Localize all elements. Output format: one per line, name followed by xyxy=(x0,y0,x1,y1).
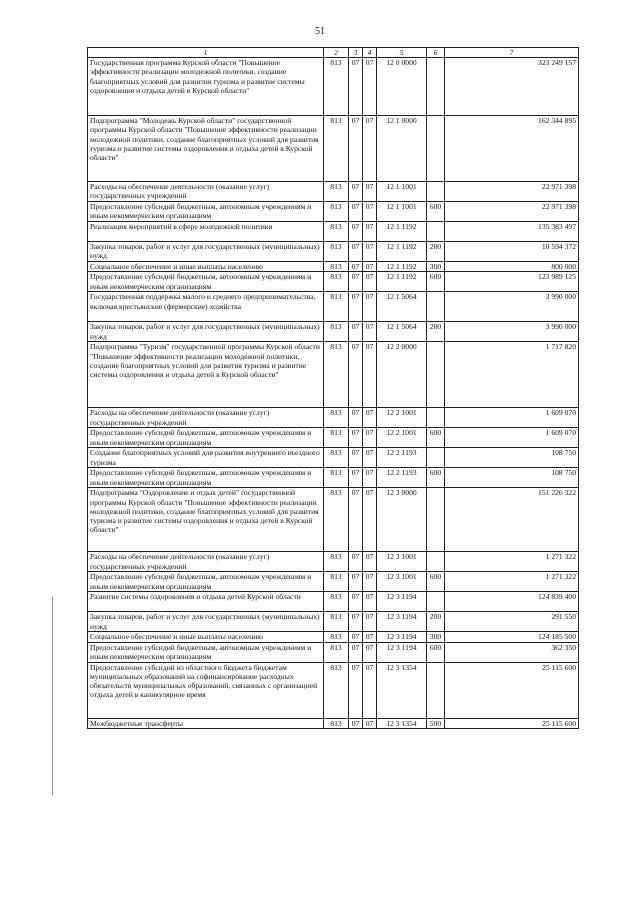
table-row xyxy=(88,612,579,632)
section-code-cell: 07 xyxy=(349,272,363,292)
page-number: 51 xyxy=(315,26,325,37)
ved-code-cell: 813 xyxy=(324,592,349,612)
target-article-cell: 12 2 1001 xyxy=(377,408,427,428)
expense-type-cell xyxy=(427,448,445,468)
expense-type-cell xyxy=(427,552,445,572)
table-row xyxy=(88,322,579,342)
table-row xyxy=(88,552,579,572)
target-article-cell: 12 3 1194 xyxy=(377,592,427,612)
expense-type-cell: 200 xyxy=(427,322,445,342)
target-article-cell: 12 1 5064 xyxy=(377,292,427,322)
expense-type-cell xyxy=(427,662,445,718)
expense-type-cell xyxy=(427,592,445,612)
expense-type-cell: 600 xyxy=(427,272,445,292)
target-article-cell: 12 2 0000 xyxy=(377,342,427,408)
target-article-cell: 12 1 1001 xyxy=(377,182,427,202)
amount-cell: 3 990 000 xyxy=(445,292,579,322)
subsection-code-cell: 07 xyxy=(363,202,377,222)
target-article-cell: 12 2 1193 xyxy=(377,448,427,468)
row-name-cell: Предоставление субсидий бюджетным, автономным учреждениям и иным некоммерческим организациям xyxy=(88,468,324,488)
table-row xyxy=(88,292,579,322)
target-article-cell: 12 1 5064 xyxy=(377,322,427,342)
amount-cell: 123 989 125 xyxy=(445,272,579,292)
column-number: 6 xyxy=(427,48,445,58)
expense-type-cell: 600 xyxy=(427,468,445,488)
expense-type-cell: 200 xyxy=(427,242,445,262)
subsection-code-cell: 07 xyxy=(363,632,377,642)
section-code-cell: 07 xyxy=(349,662,363,718)
column-number: 4 xyxy=(363,48,377,58)
expense-type-cell xyxy=(427,408,445,428)
target-article-cell: 12 3 1194 xyxy=(377,612,427,632)
ved-code-cell: 813 xyxy=(324,448,349,468)
table-row xyxy=(88,448,579,468)
table-row xyxy=(88,342,579,408)
row-name-cell: Подпрограмма "Оздоровление и отдых детей" государственной программы Курской области "Повышение эффективности реализации молодежной политики, создание благоприятных условий для развития туризма и развитие системы оздоровления и отдыха детей в Курской области" xyxy=(88,488,324,552)
row-name-cell: Государственная программа Курской области "Повышение эффективности реализации молодежной политики, создание благоприятных условий для развития туризма и развитие системы оздоровления и отдыха детей в Курской области" xyxy=(88,58,324,116)
row-name-cell: Государственная поддержка малого и среднего предпринимательства, включая крестьянские (фермерские) хозяйства xyxy=(88,292,324,322)
expense-type-cell xyxy=(427,58,445,116)
column-number: 2 xyxy=(324,48,349,58)
amount-cell: 124 185 500 xyxy=(445,632,579,642)
subsection-code-cell: 07 xyxy=(363,642,377,662)
row-name-cell: Развитие системы оздоровления и отдыха детей Курской области xyxy=(88,592,324,612)
target-article-cell: 12 1 1192 xyxy=(377,242,427,262)
target-article-cell: 12 0 0000 xyxy=(377,58,427,116)
section-code-cell: 07 xyxy=(349,488,363,552)
amount-cell: 108 750 xyxy=(445,468,579,488)
target-article-cell: 12 3 1001 xyxy=(377,572,427,592)
row-name-cell: Предоставление субсидий бюджетным, автономным учреждениям и иным некоммерческим организациям xyxy=(88,202,324,222)
column-number: 7 xyxy=(445,48,579,58)
subsection-code-cell: 07 xyxy=(363,468,377,488)
subsection-code-cell: 07 xyxy=(363,592,377,612)
expense-type-cell: 600 xyxy=(427,428,445,448)
section-code-cell: 07 xyxy=(349,242,363,262)
target-article-cell: 12 2 1193 xyxy=(377,468,427,488)
section-code-cell: 07 xyxy=(349,592,363,612)
row-name-cell: Подпрограмма "Молодежь Курской области" государственной программы Курской области "Повышение эффективности реализации молодежной политики, создание благоприятных условий для развития туризма и развитие системы оздоровления и отдыха детей в Курской области" xyxy=(88,116,324,182)
table-row xyxy=(88,642,579,662)
ved-code-cell: 813 xyxy=(324,642,349,662)
amount-cell: 800 000 xyxy=(445,262,579,272)
table-row xyxy=(88,242,579,262)
amount-cell: 1 609 070 xyxy=(445,428,579,448)
ved-code-cell: 813 xyxy=(324,552,349,572)
row-name-cell: Предоставление субсидий бюджетным, автономным учреждениям и иным некоммерческим организациям xyxy=(88,272,324,292)
table-row xyxy=(88,592,579,612)
ved-code-cell: 813 xyxy=(324,488,349,552)
ved-code-cell: 813 xyxy=(324,428,349,448)
row-name-cell: Закупка товаров, работ и услуг для государственных (муниципальных) нужд xyxy=(88,242,324,262)
section-code-cell: 07 xyxy=(349,292,363,322)
budget-table xyxy=(87,47,579,729)
amount-cell: 291 550 xyxy=(445,612,579,632)
ved-code-cell: 813 xyxy=(324,272,349,292)
ved-code-cell: 813 xyxy=(324,116,349,182)
row-name-cell: Расходы на обеспечение деятельности (оказание услуг) государственных учреждений xyxy=(88,182,324,202)
target-article-cell: 12 3 1354 xyxy=(377,718,427,728)
table-row xyxy=(88,408,579,428)
section-code-cell: 07 xyxy=(349,428,363,448)
section-code-cell: 07 xyxy=(349,262,363,272)
row-name-cell: Закупка товаров, работ и услуг для государственных (муниципальных) нужд xyxy=(88,612,324,632)
subsection-code-cell: 07 xyxy=(363,408,377,428)
subsection-code-cell: 07 xyxy=(363,58,377,116)
column-number: 3 xyxy=(349,48,363,58)
amount-cell: 25 115 600 xyxy=(445,662,579,718)
target-article-cell: 12 1 1192 xyxy=(377,262,427,272)
section-code-cell: 07 xyxy=(349,322,363,342)
row-name-cell: Расходы на обеспечение деятельности (оказание услуг) государственных учреждений xyxy=(88,408,324,428)
amount-cell: 1 717 820 xyxy=(445,342,579,408)
subsection-code-cell: 07 xyxy=(363,612,377,632)
ved-code-cell: 813 xyxy=(324,468,349,488)
subsection-code-cell: 07 xyxy=(363,428,377,448)
table-row xyxy=(88,202,579,222)
expense-type-cell: 600 xyxy=(427,642,445,662)
ved-code-cell: 813 xyxy=(324,572,349,592)
ved-code-cell: 813 xyxy=(324,662,349,718)
subsection-code-cell: 07 xyxy=(363,322,377,342)
table-row xyxy=(88,488,579,552)
expense-type-cell xyxy=(427,222,445,242)
subsection-code-cell: 07 xyxy=(363,116,377,182)
amount-cell: 22 971 398 xyxy=(445,182,579,202)
row-name-cell: Расходы на обеспечение деятельности (оказание услуг) государственных учреждений xyxy=(88,552,324,572)
target-article-cell: 12 3 1354 xyxy=(377,662,427,718)
subsection-code-cell: 07 xyxy=(363,182,377,202)
row-name-cell: Межбюджетные трансферты xyxy=(88,718,324,728)
section-code-cell: 07 xyxy=(349,58,363,116)
amount-cell: 323 249 157 xyxy=(445,58,579,116)
subsection-code-cell: 07 xyxy=(363,272,377,292)
row-name-cell: Подпрограмма "Туризм" государственной программы Курской области "Повышение эффективности реализации молодежной политики, создание благоприятных условий для развития туризма и развитие системы оздоровления и отдыха детей в Курской области" xyxy=(88,342,324,408)
ved-code-cell: 813 xyxy=(324,242,349,262)
section-code-cell: 07 xyxy=(349,572,363,592)
amount-cell: 124 839 400 xyxy=(445,592,579,612)
amount-cell: 3 990 000 xyxy=(445,322,579,342)
target-article-cell: 12 1 0000 xyxy=(377,116,427,182)
ved-code-cell: 813 xyxy=(324,292,349,322)
column-number: 1 xyxy=(88,48,324,58)
expense-type-cell xyxy=(427,182,445,202)
margin-line xyxy=(52,596,53,796)
ved-code-cell: 813 xyxy=(324,182,349,202)
expense-type-cell xyxy=(427,342,445,408)
section-code-cell: 07 xyxy=(349,408,363,428)
ved-code-cell: 813 xyxy=(324,342,349,408)
target-article-cell: 12 3 0000 xyxy=(377,488,427,552)
table-row xyxy=(88,116,579,182)
expense-type-cell: 600 xyxy=(427,202,445,222)
amount-cell: 362 350 xyxy=(445,642,579,662)
target-article-cell: 12 3 1194 xyxy=(377,632,427,642)
subsection-code-cell: 07 xyxy=(363,448,377,468)
amount-cell: 162 344 895 xyxy=(445,116,579,182)
amount-cell: 135 383 497 xyxy=(445,222,579,242)
table-row xyxy=(88,718,579,728)
target-article-cell: 12 1 1192 xyxy=(377,222,427,242)
expense-type-cell: 300 xyxy=(427,262,445,272)
table-row xyxy=(88,58,579,116)
table-row xyxy=(88,272,579,292)
amount-cell: 151 226 322 xyxy=(445,488,579,552)
subsection-code-cell: 07 xyxy=(363,292,377,322)
row-name-cell: Создание благоприятных условий для развития внутреннего въездного туризма xyxy=(88,448,324,468)
amount-cell: 108 750 xyxy=(445,448,579,468)
target-article-cell: 12 3 1001 xyxy=(377,552,427,572)
target-article-cell: 12 1 1001 xyxy=(377,202,427,222)
row-name-cell: Предоставление субсидий бюджетным, автономным учреждениям и иным некоммерческим организациям xyxy=(88,428,324,448)
column-number: 5 xyxy=(377,48,427,58)
target-article-cell: 12 2 1001 xyxy=(377,428,427,448)
ved-code-cell: 813 xyxy=(324,632,349,642)
ved-code-cell: 813 xyxy=(324,718,349,728)
subsection-code-cell: 07 xyxy=(363,342,377,408)
table-row xyxy=(88,222,579,242)
subsection-code-cell: 07 xyxy=(363,488,377,552)
table-row xyxy=(88,468,579,488)
ved-code-cell: 813 xyxy=(324,222,349,242)
expense-type-cell: 200 xyxy=(427,612,445,632)
row-name-cell: Социальное обеспечение и иные выплаты населению xyxy=(88,632,324,642)
amount-cell: 22 971 398 xyxy=(445,202,579,222)
row-name-cell: Предоставление субсидий бюджетным, автономным учреждениям и иным некоммерческим организациям xyxy=(88,642,324,662)
table-row xyxy=(88,662,579,718)
row-name-cell: Социальное обеспечение и иные выплаты населению xyxy=(88,262,324,272)
row-name-cell: Предоставление субсидий бюджетным, автономным учреждениям и иным некоммерческим организациям xyxy=(88,572,324,592)
expense-type-cell xyxy=(427,116,445,182)
expense-type-cell: 300 xyxy=(427,632,445,642)
expense-type-cell: 600 xyxy=(427,572,445,592)
section-code-cell: 07 xyxy=(349,632,363,642)
amount-cell: 1 271 322 xyxy=(445,572,579,592)
ved-code-cell: 813 xyxy=(324,58,349,116)
row-name-cell: Предоставление субсидий из областного бюджета бюджетам муниципальных образований на софинансирование расходных обязательств муниципальных образований, связанных с организацией отдыха детей в каникулярное время xyxy=(88,662,324,718)
ved-code-cell: 813 xyxy=(324,612,349,632)
table-row xyxy=(88,182,579,202)
expense-type-cell xyxy=(427,292,445,322)
amount-cell: 1 271 322 xyxy=(445,552,579,572)
section-code-cell: 07 xyxy=(349,342,363,408)
table-row xyxy=(88,572,579,592)
ved-code-cell: 813 xyxy=(324,202,349,222)
section-code-cell: 07 xyxy=(349,642,363,662)
table-row xyxy=(88,428,579,448)
subsection-code-cell: 07 xyxy=(363,572,377,592)
expense-type-cell xyxy=(427,488,445,552)
amount-cell: 10 594 372 xyxy=(445,242,579,262)
subsection-code-cell: 07 xyxy=(363,552,377,572)
table-row xyxy=(88,262,579,272)
section-code-cell: 07 xyxy=(349,182,363,202)
section-code-cell: 07 xyxy=(349,612,363,632)
amount-cell: 1 609 070 xyxy=(445,408,579,428)
ved-code-cell: 813 xyxy=(324,408,349,428)
ved-code-cell: 813 xyxy=(324,262,349,272)
section-code-cell: 07 xyxy=(349,222,363,242)
amount-cell: 25 115 600 xyxy=(445,718,579,728)
row-name-cell: Реализация мероприятий в сфере молодежной политики xyxy=(88,222,324,242)
target-article-cell: 12 1 1192 xyxy=(377,272,427,292)
subsection-code-cell: 07 xyxy=(363,242,377,262)
section-code-cell: 07 xyxy=(349,552,363,572)
section-code-cell: 07 xyxy=(349,202,363,222)
subsection-code-cell: 07 xyxy=(363,662,377,718)
section-code-cell: 07 xyxy=(349,116,363,182)
section-code-cell: 07 xyxy=(349,718,363,728)
subsection-code-cell: 07 xyxy=(363,718,377,728)
section-code-cell: 07 xyxy=(349,448,363,468)
table-body xyxy=(88,58,579,729)
expense-type-cell: 500 xyxy=(427,718,445,728)
table-row xyxy=(88,632,579,642)
subsection-code-cell: 07 xyxy=(363,222,377,242)
target-article-cell: 12 3 1194 xyxy=(377,642,427,662)
subsection-code-cell: 07 xyxy=(363,262,377,272)
ved-code-cell: 813 xyxy=(324,322,349,342)
row-name-cell: Закупка товаров, работ и услуг для государственных (муниципальных) нужд xyxy=(88,322,324,342)
column-number-row xyxy=(88,48,579,58)
section-code-cell: 07 xyxy=(349,468,363,488)
